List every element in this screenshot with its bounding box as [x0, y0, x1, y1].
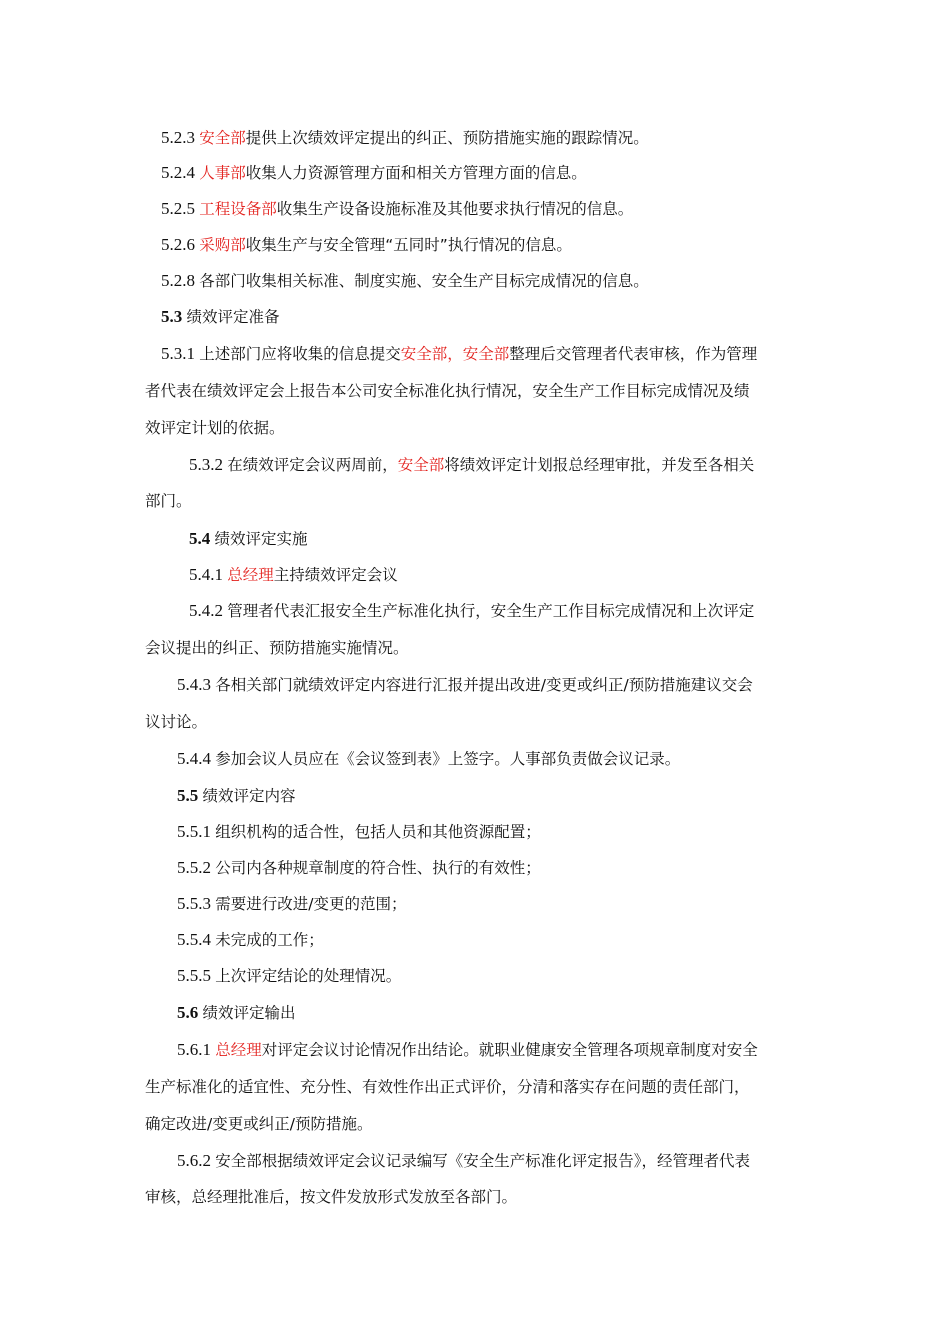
heading-5-4	[189, 528, 308, 550]
para-text: 对评定会议讨论情况作出结论。就职业健康安全管理各项规章制度对安全	[261, 1041, 758, 1059]
para-text: 者代表在绩效评定会上报告本公司安全标准化执行情况，安全生产工作目标完成情况及绩	[145, 382, 750, 400]
clause-number: 5.5.5	[177, 966, 216, 985]
clause-number: 5.4.1	[189, 565, 228, 584]
para-5-6-1-cont	[145, 1076, 750, 1098]
para-5-5-1	[177, 821, 541, 843]
para-5-3-2	[189, 454, 754, 476]
para-text: 需要进行改进/变更的范围；	[215, 895, 407, 913]
clause-number: 5.2.6	[161, 235, 200, 254]
para-5-2-3	[161, 127, 649, 149]
para-text: 在绩效评定会议两周前，	[227, 456, 398, 474]
para-text: 组织机构的适合性，包括人员和其他资源配置；	[215, 823, 541, 841]
para-text: 会议提出的纠正、预防措施实施情况。	[145, 639, 409, 657]
highlight-dept: 安全部	[199, 129, 246, 147]
section-title: 绩效评定内容	[202, 787, 296, 805]
para-text: 主持绩效评定会议	[273, 566, 398, 584]
para-5-6-2-cont	[145, 1186, 517, 1208]
section-number: 5.5	[177, 786, 203, 805]
para-text: 整理后交管理者代表审核，作为管理	[509, 345, 758, 363]
para-text: 确定改进/变更或纠正/预防措施。	[145, 1115, 373, 1133]
para-text: 将绩效评定计划报总经理审批，并发至各相关	[444, 456, 755, 474]
para-5-2-8	[161, 270, 649, 292]
highlight-dept: 采购部	[199, 236, 246, 254]
section-title: 绩效评定输出	[202, 1004, 296, 1022]
para-5-2-6	[161, 234, 572, 256]
clause-number: 5.2.3	[161, 128, 200, 147]
para-text: 管理者代表汇报安全生产标准化执行，安全生产工作目标完成情况和上次评定	[227, 602, 755, 620]
heading-5-3	[161, 306, 280, 328]
para-5-4-4	[177, 748, 680, 770]
clause-number: 5.3.2	[189, 455, 228, 474]
para-text: 提供上次绩效评定提出的纠正、预防措施实施的跟踪情况。	[245, 129, 649, 147]
para-5-2-5	[161, 198, 633, 220]
section-number: 5.3	[161, 307, 187, 326]
heading-5-5	[177, 785, 296, 807]
para-5-5-4	[177, 929, 324, 951]
para-5-3-2-cont	[145, 490, 192, 512]
section-title: 绩效评定准备	[186, 308, 280, 326]
clause-number: 5.5.3	[177, 894, 216, 913]
para-5-4-2	[189, 600, 754, 622]
highlight-dept: 安全部，安全部	[400, 345, 510, 363]
para-text: 上次评定结论的处理情况。	[215, 967, 402, 985]
section-title: 绩效评定实施	[214, 530, 308, 548]
para-text: 部门。	[145, 492, 192, 510]
para-5-4-2-cont	[145, 637, 409, 659]
para-5-4-1	[189, 564, 398, 586]
para-text: 公司内各种规章制度的符合性、执行的有效性；	[215, 859, 541, 877]
para-5-3-1	[161, 343, 757, 365]
clause-number: 5.4.4	[177, 749, 216, 768]
clause-number: 5.4.3	[177, 675, 216, 694]
clause-number: 5.5.2	[177, 858, 216, 877]
para-5-4-3-cont	[145, 711, 207, 733]
para-text: 各部门收集相关标准、制度实施、安全生产目标完成情况的信息。	[199, 272, 649, 290]
para-5-6-2	[177, 1150, 750, 1172]
para-5-6-1	[177, 1039, 758, 1061]
para-text: 各相关部门就绩效评定内容进行汇报并提出改进/变更或纠正/预防措施建议交会	[215, 676, 753, 694]
para-5-6-1-cont	[145, 1113, 372, 1135]
clause-number: 5.2.8	[161, 271, 200, 290]
highlight-dept: 总经理	[215, 1041, 262, 1059]
para-text: 上述部门应将收集的信息提交	[199, 345, 401, 363]
clause-number: 5.6.2	[177, 1151, 216, 1170]
highlight-dept: 工程设备部	[199, 200, 277, 218]
clause-number: 5.3.1	[161, 344, 200, 363]
clause-number: 5.2.5	[161, 199, 200, 218]
para-text: 未完成的工作；	[215, 931, 324, 949]
section-number: 5.4	[189, 529, 215, 548]
highlight-dept: 安全部	[397, 456, 445, 474]
clause-number: 5.5.4	[177, 930, 216, 949]
para-text: 审核，总经理批准后，按文件发放形式发放至各部门。	[145, 1188, 518, 1206]
para-text: 参加会议人员应在《会议签到表》上签字。人事部负责做会议记录。	[215, 750, 681, 768]
clause-number: 5.5.1	[177, 822, 216, 841]
para-text: 议讨论。	[145, 713, 208, 731]
highlight-dept: 人事部	[199, 164, 246, 182]
para-text: 收集生产设备设施标准及其他要求执行情况的信息。	[276, 200, 634, 218]
para-5-3-1-cont	[145, 380, 750, 402]
para-text: 效评定计划的依据。	[145, 419, 285, 437]
clause-number: 5.6.1	[177, 1040, 216, 1059]
section-number: 5.6	[177, 1003, 203, 1022]
para-text: 生产标准化的适宜性、充分性、有效性作出正式评价，分清和落实存在问题的责任部门，	[145, 1078, 750, 1096]
para-5-5-3	[177, 893, 406, 915]
clause-number: 5.2.4	[161, 163, 200, 182]
para-5-3-1-cont	[145, 417, 285, 439]
highlight-dept: 总经理	[227, 566, 274, 584]
para-text: 收集人力资源管理方面和相关方管理方面的信息。	[245, 164, 587, 182]
para-5-5-5	[177, 965, 401, 987]
clause-number: 5.4.2	[189, 601, 228, 620]
para-text: 收集生产与安全管理“五同时”执行情况的信息。	[245, 236, 572, 254]
para-5-5-2	[177, 857, 541, 879]
heading-5-6	[177, 1002, 296, 1024]
para-5-4-3	[177, 674, 753, 696]
para-5-2-4	[161, 162, 587, 184]
para-text: 安全部根据绩效评定会议记录编写《安全生产标准化评定报告》，经管理者代表	[215, 1152, 751, 1170]
